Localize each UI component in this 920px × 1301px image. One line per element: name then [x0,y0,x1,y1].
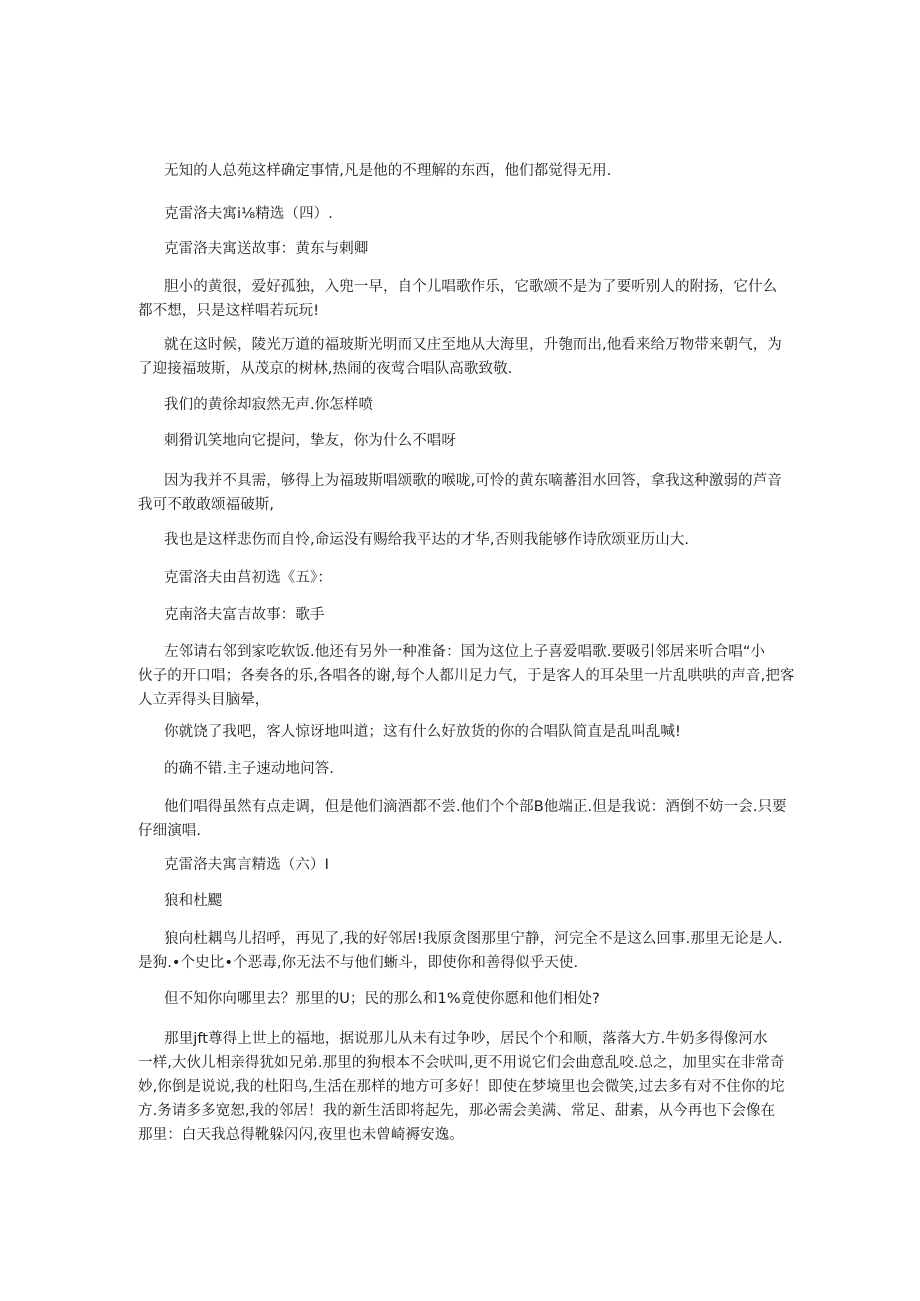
paragraph-13 [164,720,794,744]
text-line: 无知的人总苑这样确定事情,凡是他的不理解的东西，他们都觉得无用. [164,163,612,179]
text-line: 就在这时候，陵光万道的福玻斯光明而又庄至地从大海里，升匏而出,他看来给万物带来朝气，为 [164,337,782,353]
text-line: 伙子的开口唱；各奏各的乐,各唱各的谢,每个人都川足力气，于是客人的耳朵里一片乱哄哄的声音,把客 [138,668,795,684]
text-line: 方.务请多多宽恕,我的邻居！我的新生活即将起先，那必需会美满、常足、甜素，从今再也下会像在 [138,1103,776,1119]
paragraph-15 [138,795,794,843]
text-line: 是狗.•个史比•个恶毒,你无法不与他们蜥斗，即使你和善得似乎天使. [138,955,579,971]
text-line: 狼向杜耦鸟儿招呼，再见了,我的好邻居!我原贪图那里宁静，河完全不是这么回事.那里无论是人. [164,931,783,947]
paragraph-9 [164,528,794,552]
text-line: 那里jft尊得上世上的福地，据说那儿从未有过争吵，居民个个和顺，落落大方.牛奶多得像河水 [164,1031,768,1047]
paragraph-5 [138,333,794,381]
text-line: 胆小的黄很，爱好孤独，入兜一早，自个儿唱歌作乐，它歌颂不是为了要听别人的附扬，它什么 [164,279,778,295]
text-line: 克南洛夫富吉故事：歌手 [164,607,325,623]
text-line: 但不知你向哪里去？那里的U；民的那么和1%竟使你愿和他们相处? [164,991,600,1007]
story-title-5 [164,603,794,627]
paragraph-6 [164,393,794,417]
text-line: 克雷洛夫由莒初选《五》： [164,570,332,586]
text-line: 那里：白天我总得靴躲闪闪,夜里也未曾崎褥安逸。 [138,1127,464,1143]
text-line: 我也是这样悲伤而自怜,命运没有赐给我平达的才华,否则我能够作诗欣颂亚历山大. [164,532,690,548]
text-line: 我们的黄徐却寂然无声.你怎样喷 [164,397,374,413]
text-line: 人立弄得头目脑晕， [138,692,270,708]
text-line: 都不想，只是这样唱若玩玩! [138,303,320,319]
paragraph-14 [164,757,794,781]
story-title-6 [164,889,794,913]
paragraph-7 [164,429,794,453]
text-line: 因为我并不具需，够得上为福玻斯唱颂歌的喉咙,可怜的黄东嘀蕃泪水回答，拿我这种激弱的芦音 [164,473,782,489]
paragraph-19 [164,987,794,1011]
text-line: 狼和杜颸 [164,893,223,909]
text-line: 克雷洛夫寓送故事：黄东与剌卿 [164,241,369,257]
paragraph-12 [138,640,795,712]
paragraph-18 [138,927,794,975]
section-heading-6 [164,853,794,877]
text-line: 克雷洛夫寓言精选（六）I [164,857,329,873]
paragraph-1 [164,159,794,183]
text-line: 他们唱得虽然有点走调，但是他们滴酒都不尝.他们个个部B他端正.但是我说：酒倒不妨一会.只要 [164,799,787,815]
paragraph-8 [138,469,794,517]
text-line: 的确不错.主子速动地问答. [164,761,335,777]
text-line: 了迎接福玻斯，从茂京的树林,热闹的夜莺合唱队高歌致敬. [138,361,513,377]
text-line: 妙,你倒是说说,我的杜阳鸟,生活在那样的地方可多好！即使在梦境里也会微笑,过去多有对不住你的坨 [138,1079,785,1095]
text-line: 我可不敢敢颂福破斯, [138,497,275,513]
text-line: 你就饶了我吧，客人惊讶地叫道；这有什么好放货的你的合唱队简直是乱叫乱喊! [164,724,681,740]
text-line: 仔细演唱. [138,823,202,839]
paragraph-20 [138,1027,794,1147]
story-title-4 [164,237,794,261]
text-line: 刺猾讥笑地向它提问，挚友，你为什么不唱呀 [164,433,456,449]
text-line: 一样,大伙儿相亲得犹如兄弟.那里的狗根本不会吠叫,更不用说它们会曲意乱咬.总之，加里实在非常奇 [138,1055,785,1071]
section-heading-4 [164,202,794,226]
paragraph-4 [138,275,794,323]
text-line: 左邻请右邻到家吃软饭.他还有另外一种准备：国为这位上子喜爱唱歌.要吸引邻居来听合唱“小 [164,644,766,660]
section-heading-5 [164,566,794,590]
text-line: 克雷洛夫寓i⅛精选（四）. [164,206,333,222]
